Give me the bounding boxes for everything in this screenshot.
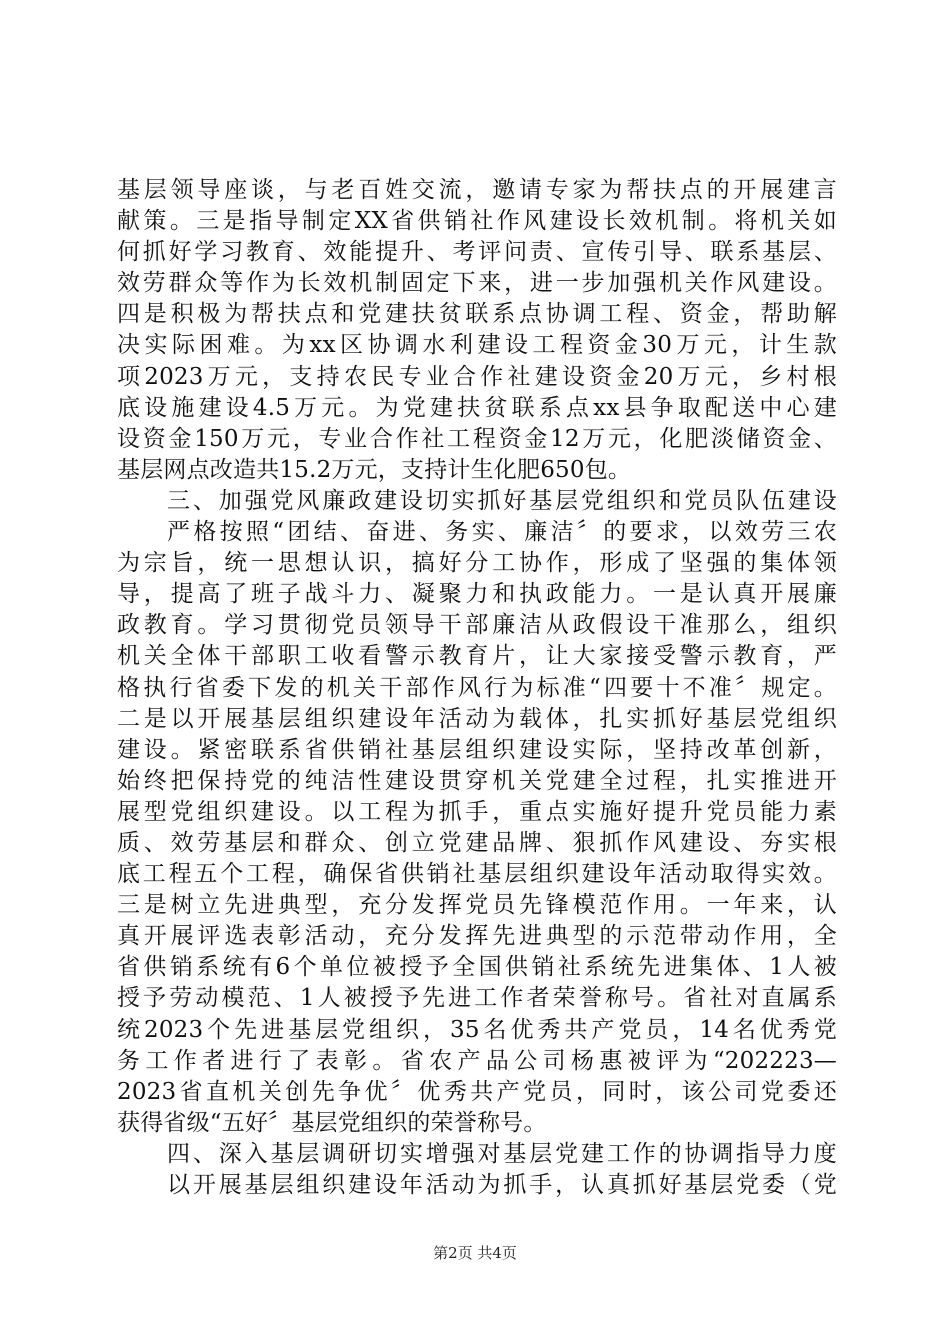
text-line: 质、效劳基层和群众、创立党建品牌、狠抓作风建设、夯实根 xyxy=(117,829,837,856)
text-line: 为宗旨，统一思想认识，搞好分工协作，形成了坚强的集体领 xyxy=(117,550,837,577)
text-line: 效劳群众等作为长效机制固定下来，进一步加强机关作风建设。 xyxy=(117,270,837,297)
text-line: 获得省级“五好〞基层党组织的荣誉称号。 xyxy=(117,1109,547,1136)
text-line: 始终把保持党的纯洁性建设贯穿机关党建全过程，扎实推进开 xyxy=(117,767,837,794)
document-body xyxy=(117,175,837,1201)
text-line: 底设施建设4.5万元。为党建扶贫联系点xx县争取配送中心建 xyxy=(117,394,837,421)
text-line: 省供销系统有6个单位被授予全国供销社系统先进集体、1人被 xyxy=(117,954,837,981)
text-line: 政教育。学习贯彻党员领导干部廉洁从政假设干准那么，组织 xyxy=(117,612,837,639)
text-line: 展型党组织建设。以工程为抓手，重点实施好提升党员能力素 xyxy=(117,798,837,825)
text-line: 三是树立先进典型，充分发挥党员先锋模范作用。一年来，认 xyxy=(117,892,837,919)
text-line: 四、深入基层调研切实增强对基层党建工作的协调指导力度 xyxy=(167,1140,837,1167)
text-line: 建设。紧密联系省供销社基层组织建设实际，坚持改革创新， xyxy=(117,736,837,763)
text-line: 设资金150万元，专业合作社工程资金12万元，化肥淡储资金、 xyxy=(117,425,837,452)
text-line: 基层领导座谈，与老百姓交流，邀请专家为帮扶点的开展建言 xyxy=(117,177,837,203)
text-line: 四是积极为帮扶点和党建扶贫联系点协调工程、资金，帮助解 xyxy=(117,301,837,328)
text-line: 导，提高了班子战斗力、凝聚力和执政能力。一是认真开展廉 xyxy=(117,581,837,608)
text-line: 三、加强党风廉政建设切实抓好基层党组织和党员队伍建设 xyxy=(167,487,837,514)
text-line: 格执行省委下发的机关干部作风行为标准“四要十不准〞规定。 xyxy=(117,674,837,701)
page-footer: 第2页 共4页 xyxy=(433,1244,517,1262)
text-line: 决实际困难。为xx区协调水利建设工程资金30万元，计生款 xyxy=(117,332,837,359)
text-line: 2023省直机关创先争优〞优秀共产党员，同时，该公司党委还 xyxy=(117,1078,837,1105)
text-line: 统2023个先进基层党组织，35名优秀共产党员，14名优秀党 xyxy=(117,1016,837,1043)
text-line: 严格按照“团结、奋进、务实、廉洁〞的要求，以效劳三农 xyxy=(167,519,837,546)
text-line: 项2023万元，支持农民专业合作社建设资金20万元，乡村根 xyxy=(117,363,837,390)
text-line: 基层网点改造共15.2万元，支持计生化肥650包。 xyxy=(117,456,632,483)
text-line: 底工程五个工程，确保省供销社基层组织建设年活动取得实效。 xyxy=(117,861,837,888)
text-line: 以开展基层组织建设年活动为抓手，认真抓好基层党委（党 xyxy=(167,1172,837,1198)
text-line: 二是以开展基层组织建设年活动为载体，扎实抓好基层党组织 xyxy=(117,705,837,732)
text-line: 机关全体干部职工收看警示教育片，让大家接受警示教育，严 xyxy=(117,643,837,670)
text-line: 何抓好学习教育、效能提升、考评问责、宣传引导、联系基层、 xyxy=(117,239,837,266)
text-line: 务工作者进行了表彰。省农产品公司杨惠被评为“202223— xyxy=(117,1047,837,1074)
text-line: 授予劳动模范、1人被授予先进工作者荣誉称号。省社对直属系 xyxy=(117,985,837,1012)
text-line: 真开展评选表彰活动，充分发挥先进典型的示范带动作用，全 xyxy=(117,923,837,950)
text-line: 献策。三是指导制定XX省供销社作风建设长效机制。将机关如 xyxy=(117,208,837,235)
